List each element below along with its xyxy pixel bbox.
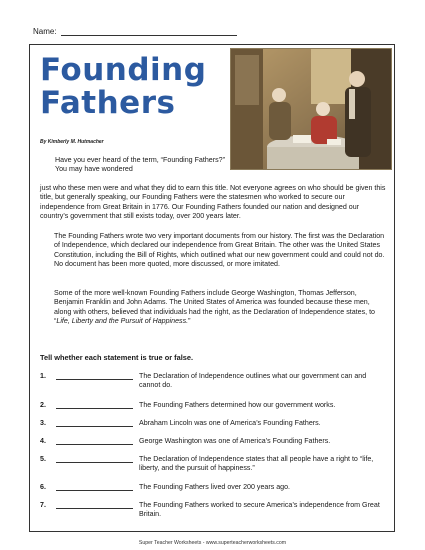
question-5 <box>40 455 386 474</box>
paragraph-3-text <box>40 289 386 327</box>
answer-blank[interactable] <box>56 372 133 380</box>
title-line-2: Fathers <box>40 85 176 121</box>
byline: By Kimberly M. Hutmacher <box>40 139 104 145</box>
question-7 <box>40 501 386 520</box>
question-6 <box>40 483 386 492</box>
paragraph-3-end: ” <box>188 317 191 326</box>
answer-blank[interactable] <box>56 483 133 491</box>
question-2 <box>40 401 386 410</box>
question-text: The Founding Fathers lived over 200 years ago. <box>139 483 291 491</box>
paragraph-3-quote: Life, Liberty and the Pursuit of Happiness. <box>56 317 189 326</box>
footer: Super Teacher Worksheets - www.superteacherworksheets.com <box>138 540 287 546</box>
question-text: The Founding Fathers determined how our government works. <box>139 401 336 409</box>
question-number: 5. <box>40 455 46 463</box>
title-line-1: Founding <box>40 52 207 88</box>
answer-blank[interactable] <box>56 501 133 509</box>
paragraph-3-main: Some of the more well-known Founding Fathers include George Washington, Thomas Jefferson, Benjamin Franklin and John Adams. The United States of America was founded because these men, along with others, believed that individuals had the right, as the Declaration of Independence states, to “ <box>54 289 376 326</box>
question-number: 4. <box>40 437 46 445</box>
answer-blank[interactable] <box>56 455 133 463</box>
question-text: Abraham Lincoln was one of America’s Founding Fathers. <box>139 419 321 427</box>
question-text: The Declaration of Independence outlines what our government can and cannot do. <box>139 372 367 390</box>
question-3 <box>40 419 386 428</box>
name-field-row <box>33 27 237 36</box>
question-number: 2. <box>40 401 46 409</box>
paragraph-1-rest: just who these men were and what they did to earn this title. Not everyone agrees on who should be given this title, but generally speaking, our Founding Fathers were the statesmen who worked to secure our independence from Great Britain in 1776. Our Founding Fathers founded our nation and designed our country’s government that still exists today, over 200 years later. <box>40 184 386 221</box>
question-text: The Founding Fathers worked to secure America’s independence from Great Britain. <box>139 501 380 519</box>
question-text: The Declaration of Independence states that all people have a right to “life, liberty, and the pursuit of happiness.” <box>139 455 374 473</box>
page-title <box>40 54 206 120</box>
question-number: 1. <box>40 372 46 380</box>
question-1 <box>40 372 386 391</box>
answer-blank[interactable] <box>56 401 133 409</box>
question-number: 3. <box>40 419 46 427</box>
paragraph-2 <box>40 232 386 270</box>
instructions: Tell whether each statement is true or false. <box>40 353 194 362</box>
name-blank[interactable] <box>61 27 237 36</box>
question-number: 7. <box>40 501 46 509</box>
question-number: 6. <box>40 483 46 491</box>
answer-blank[interactable] <box>56 419 133 427</box>
question-4 <box>40 437 386 446</box>
name-label: Name: <box>33 27 57 36</box>
painting-image <box>231 49 391 169</box>
founding-fathers-painting <box>230 48 392 170</box>
paragraph-1-intro: Have you ever heard of the term, “Founding Fathers?” You may have wondered <box>55 156 225 174</box>
paragraph-2-text: The Founding Fathers wrote two very important documents from our history. The first was the Declaration of Independence, which declared our independence from Great Britain. The other was the United States Constitution, including the Bill of Rights, which outlined what our new government could and could not do. No document has been more quoted, more discussed, or more imitated. <box>54 232 385 269</box>
paragraph-3 <box>40 289 386 327</box>
question-text: George Washington was one of America’s Founding Fathers. <box>139 437 331 445</box>
answer-blank[interactable] <box>56 437 133 445</box>
